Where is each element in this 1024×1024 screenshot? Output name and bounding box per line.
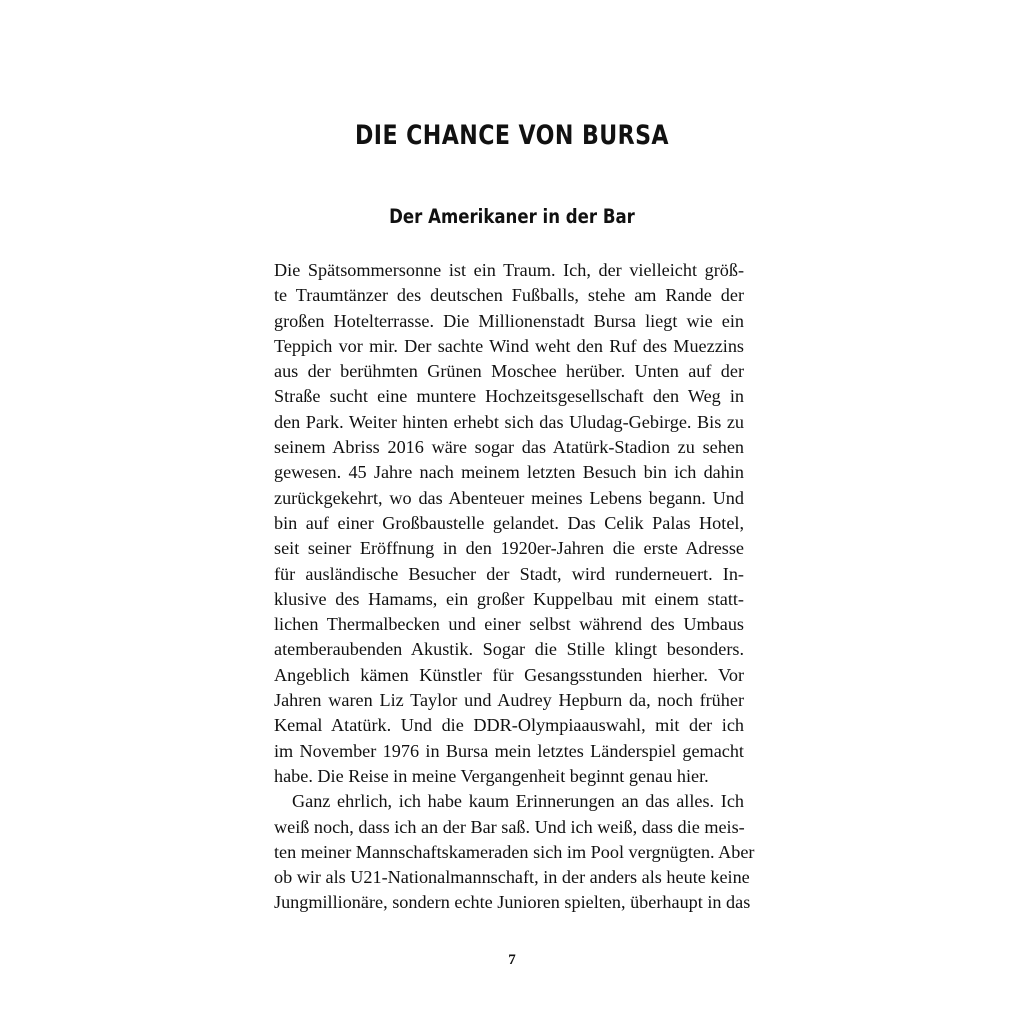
text-line: Jungmillionäre, sondern echte Junioren spielten, überhaupt in das [274, 892, 751, 913]
text-line: ten meiner Mannschaftskameraden sich im Pool vergnügten. Aber [274, 841, 755, 862]
text-line: Teppich vor mir. Der sachte Wind weht den Ruf des Muezzins [274, 335, 744, 356]
text-line: weiß noch, dass ich an der Bar saß. Und ich weiß, dass die meis- [274, 816, 745, 837]
text-line: Angeblich kämen Künstler für Gesangsstunden hierher. Vor [274, 664, 744, 685]
body-text [274, 258, 755, 916]
text-line: Die Spätsommersonne ist ein Traum. Ich, der vielleicht größ- [274, 260, 744, 280]
text-line: zurückgekehrt, wo das Abenteuer meines Lebens begann. Und [274, 487, 744, 508]
text-line: klusive des Hamams, ein großer Kuppelbau mit einem statt- [274, 588, 744, 609]
text-line: lichen Thermalbecken und einer selbst während des Umbaus [274, 614, 744, 635]
section-title: Der Amerikaner in der Bar [389, 205, 635, 228]
text-line: den Park. Weiter hinten erhebt sich das Uludag-Gebirge. Bis zu [274, 411, 744, 432]
text-line: Straße sucht eine muntere Hochzeitsgesellschaft den Weg in [274, 386, 744, 407]
text-line: für ausländische Besucher der Stadt, wird runderneuert. In- [274, 563, 744, 584]
text-line: ob wir als U21-Nationalmannschaft, in der anders als heute keine [274, 867, 750, 888]
text-line: großen Hotelterrasse. Die Millionenstadt Bursa liegt wie ein [274, 310, 744, 331]
text-line: habe. Die Reise in meine Vergangenheit beginnt genau hier. [274, 765, 709, 786]
text-line: atemberaubenden Akustik. Sogar die Stille klingt besonders. [274, 639, 744, 660]
text-line: te Traumtänzer des deutschen Fußballs, stehe am Rande der [274, 285, 744, 306]
text-line: Ganz ehrlich, ich habe kaum Erinnerungen an das alles. Ich [292, 791, 744, 812]
text-line: Jahren waren Liz Taylor und Audrey Hepburn da, noch früher [274, 690, 744, 711]
text-line: im November 1976 in Bursa mein letztes Länderspiel gemacht [274, 740, 744, 761]
text-line: aus der berühmten Grünen Moschee herüber. Unten auf der [274, 361, 744, 382]
text-line: bin auf einer Großbaustelle gelandet. Das Celik Palas Hotel, [274, 512, 744, 533]
chapter-title: DIE CHANCE VON BURSA [355, 120, 669, 151]
text-line: Kemal Atatürk. Und die DDR-Olympiaauswahl, mit der ich [274, 715, 744, 736]
page-number: 7 [508, 952, 516, 968]
text-line: seit seiner Eröffnung in den 1920er-Jahren die erste Adresse [274, 538, 744, 559]
text-line: seinem Abriss 2016 wäre sogar das Atatürk-Stadion zu sehen [274, 437, 744, 458]
text-line: gewesen. 45 Jahre nach meinem letzten Besuch bin ich dahin [274, 462, 744, 483]
